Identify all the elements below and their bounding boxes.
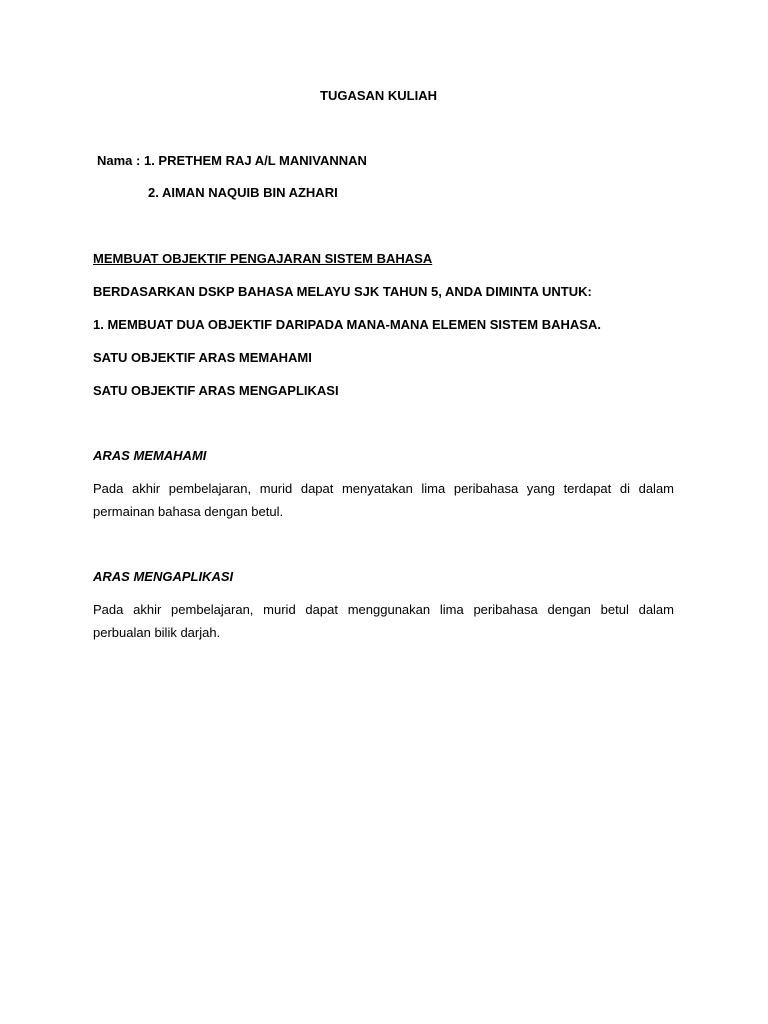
mengaplikasi-heading: ARAS MENGAPLIKASI [93,569,234,584]
names-second-line: 2. AIMAN NAQUIB BIN AZHARI [148,185,338,200]
memahami-paragraph [93,477,674,523]
paragraph-line: Pada akhir pembelajaran, murid dapat menyatakan lima peribahasa yang terdapat di dalam [93,481,674,496]
names-first-line: Nama : 1. PRETHEM RAJ A/L MANIVANNAN [97,153,367,168]
instruction-line: 1. MEMBUAT DUA OBJEKTIF DARIPADA MANA-MANA ELEMEN SISTEM BAHASA. [93,317,601,332]
paragraph-line: perbualan bilik darjah. [93,625,221,640]
instruction-line: SATU OBJEKTIF ARAS MEMAHAMI [93,350,312,365]
paragraph-line: permainan bahasa dengan betul. [93,504,284,519]
section-heading: MEMBUAT OBJEKTIF PENGAJARAN SISTEM BAHASA [93,251,433,266]
instruction-line: BERDASARKAN DSKP BAHASA MELAYU SJK TAHUN 5, ANDA DIMINTA UNTUK: [93,284,592,299]
paragraph-line: Pada akhir pembelajaran, murid dapat menggunakan lima peribahasa dengan betul dalam [93,602,674,617]
memahami-heading: ARAS MEMAHAMI [93,448,207,463]
document-title: TUGASAN KULIAH [320,88,437,103]
instruction-line: SATU OBJEKTIF ARAS MENGAPLIKASI [93,383,339,398]
mengaplikasi-paragraph [93,598,674,644]
